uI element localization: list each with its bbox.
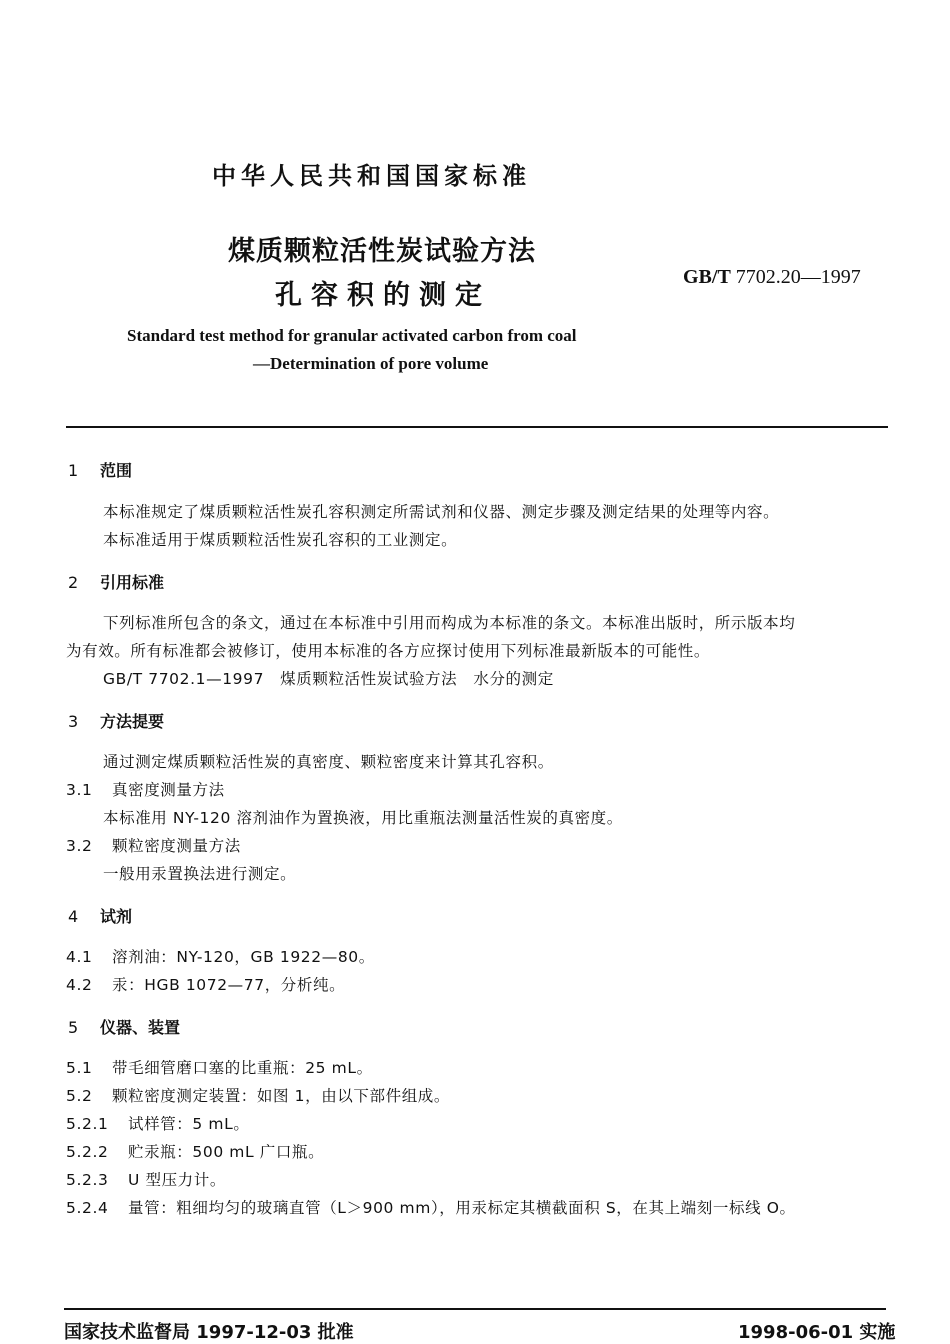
clause-text: 汞：HGB 1072—77，分析纯。 <box>112 976 346 994</box>
clause-number: 4.2 <box>66 976 93 994</box>
clause-3-2-text: 一般用汞置换法进行测定。 <box>103 865 297 883</box>
normative-reference: GB/T 7702.1—1997 煤质颗粒活性炭试验方法 水分的测定 <box>103 670 554 688</box>
clause-5-2-4 <box>66 1196 796 1218</box>
clause-3-1 <box>66 778 225 800</box>
section-3-paragraph: 通过测定煤质颗粒活性炭的真密度、颗粒密度来计算其孔容积。 <box>103 753 554 771</box>
document-subtitle: 孔容积的测定 <box>275 280 491 311</box>
section-title: 范围 <box>100 461 133 480</box>
clause-number: 5.2.4 <box>66 1199 109 1217</box>
section-2-paragraph: 下列标准所包含的条文，通过在本标准中引用而构成为本标准的条文。本标准出版时，所示版本均 <box>103 614 796 632</box>
clause-number: 3.1 <box>66 781 93 799</box>
section-5-heading <box>68 1015 180 1038</box>
clause-number: 5.2.3 <box>66 1171 109 1189</box>
section-2-heading <box>68 570 164 593</box>
english-subtitle: —Determination of pore volume <box>253 354 489 373</box>
section-number: 3 <box>68 712 79 731</box>
clause-4-1 <box>66 945 375 967</box>
standard-number <box>683 266 861 289</box>
clause-number: 5.2.1 <box>66 1115 109 1133</box>
section-number: 1 <box>68 461 79 480</box>
section-title: 方法提要 <box>100 712 165 731</box>
clause-4-2 <box>66 973 345 995</box>
section-title: 引用标准 <box>100 573 165 592</box>
standard-code: GB/T <box>683 266 731 288</box>
section-2-paragraph: 为有效。所有标准都会被修订，使用本标准的各方应探讨使用下列标准最新版本的可能性。 <box>66 642 711 660</box>
standard-number-value: 7702.20—1997 <box>735 266 861 288</box>
clause-number: 3.2 <box>66 837 93 855</box>
clause-5-2-3 <box>66 1168 226 1190</box>
clause-text: 颗粒密度测定装置：如图 1，由以下部件组成。 <box>112 1087 450 1105</box>
implementation-date: 1998-06-01 实施 <box>738 1322 896 1343</box>
clause-text: 溶剂油：NY-120，GB 1922—80。 <box>112 948 375 966</box>
header-divider <box>66 426 888 428</box>
clause-5-2 <box>66 1084 450 1106</box>
national-standard-title: 中华人民共和国国家标准 <box>212 162 531 190</box>
clause-number: 5.2.2 <box>66 1143 109 1161</box>
clause-text: 量管：粗细均匀的玻璃直管（L＞900 mm），用汞标定其横截面积 S，在其上端刻一标线 O。 <box>128 1199 796 1217</box>
clause-number: 4.1 <box>66 948 93 966</box>
clause-text: 试样管：5 mL。 <box>128 1115 250 1133</box>
clause-5-2-2 <box>66 1140 324 1162</box>
clause-title: 颗粒密度测量方法 <box>112 837 241 855</box>
clause-number: 5.2 <box>66 1087 93 1105</box>
approval-date: 国家技术监督局 1997-12-03 批准 <box>64 1322 354 1343</box>
section-title: 仪器、装置 <box>100 1018 181 1037</box>
clause-number: 5.1 <box>66 1059 93 1077</box>
clause-3-2 <box>66 834 241 856</box>
section-number: 2 <box>68 573 79 592</box>
clause-text: 带毛细管磨口塞的比重瓶：25 mL。 <box>112 1059 373 1077</box>
section-1-paragraph: 本标准规定了煤质颗粒活性炭孔容积测定所需试剂和仪器、测定步骤及测定结果的处理等内容。 <box>103 503 780 521</box>
section-number: 5 <box>68 1018 79 1037</box>
clause-3-1-text: 本标准用 NY-120 溶剂油作为置换液，用比重瓶法测量活性炭的真密度。 <box>103 809 623 827</box>
english-title: Standard test method for granular activated carbon from coal <box>127 326 577 345</box>
clause-text: U 型压力计。 <box>128 1171 226 1189</box>
clause-text: 贮汞瓶：500 mL 广口瓶。 <box>128 1143 325 1161</box>
section-number: 4 <box>68 907 79 926</box>
section-1-paragraph: 本标准适用于煤质颗粒活性炭孔容积的工业测定。 <box>103 531 458 549</box>
section-4-heading <box>68 904 132 927</box>
clause-5-1 <box>66 1056 373 1078</box>
footer-divider <box>64 1308 886 1310</box>
clause-title: 真密度测量方法 <box>112 781 225 799</box>
section-3-heading <box>68 709 164 732</box>
clause-5-2-1 <box>66 1112 249 1134</box>
document-title: 煤质颗粒活性炭试验方法 <box>228 236 536 267</box>
section-title: 试剂 <box>100 907 133 926</box>
section-1-heading <box>68 458 132 481</box>
